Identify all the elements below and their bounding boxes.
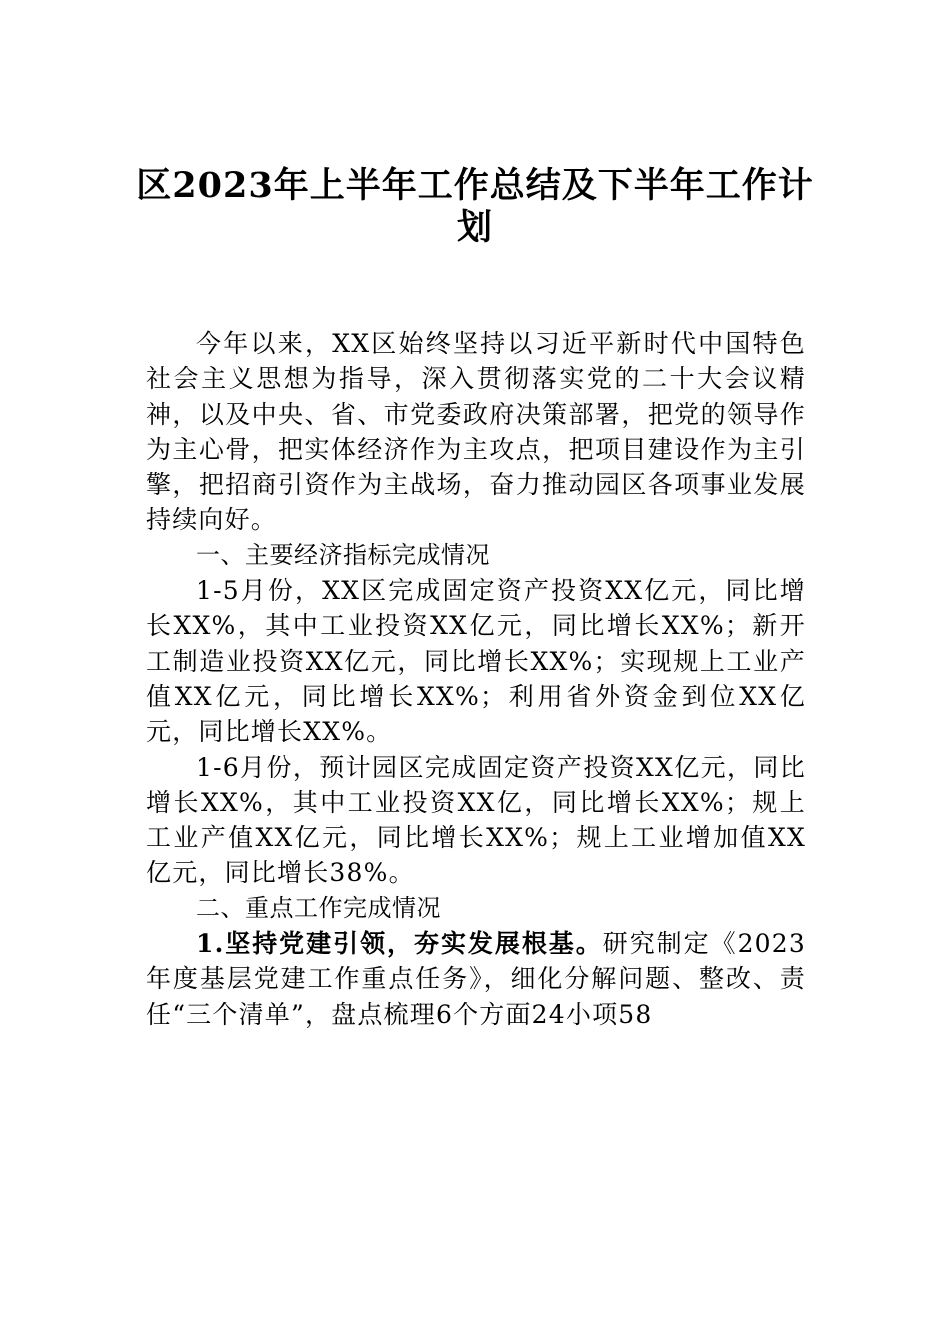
document-title-line-1: 区2023年上半年工作总结及下半年工作计 (136, 165, 814, 206)
paragraph-party-building (146, 926, 806, 1032)
document-title-line-2: 划 (456, 207, 493, 248)
document-body (146, 326, 806, 1032)
intro-paragraph: 今年以来，XX区始终坚持以习近平新时代中国特色社会主义思想为指导，深入贯彻落实党的二十大会议精神，以及中央、省、市党委政府决策部署，把党的领导作为主心骨，把实体经济作为主攻点，把项目建设作为主引擎，把招商引资作为主战场，奋力推动园区各项事业发展持续向好。 (146, 329, 806, 535)
paragraph-jan-jun: 1-6月份，预计园区完成固定资产投资XX亿元，同比增长XX%，其中工业投资XX亿，同比增长XX%；规上工业产值XX亿元，同比增长XX%；规上工业增加值XX亿元，同比增长38%。 (146, 752, 806, 888)
section-heading-economic-indicators: 一、主要经济指标完成情况 (196, 540, 490, 569)
paragraph-party-building-text: 研究制定《2023年度基层党建工作重点任务》，细化分解问题、整改、责任“三个清单”，盘点梳理6个方面24小项58 (146, 929, 806, 1029)
section-heading-key-work: 二、重点工作完成情况 (196, 893, 441, 922)
paragraph-lead-bold: 1.坚持党建引领，夯实发展根基。 (196, 929, 603, 959)
paragraph-jan-may: 1-5月份，XX区完成固定资产投资XX亿元，同比增长XX%，其中工业投资XX亿元，同比增长XX%；新开工制造业投资XX亿元，同比增长XX%；实现规上工业产值XX亿元，同比增长XX%；利用省外资金到位XX亿元，同比增长XX%。 (146, 576, 806, 747)
